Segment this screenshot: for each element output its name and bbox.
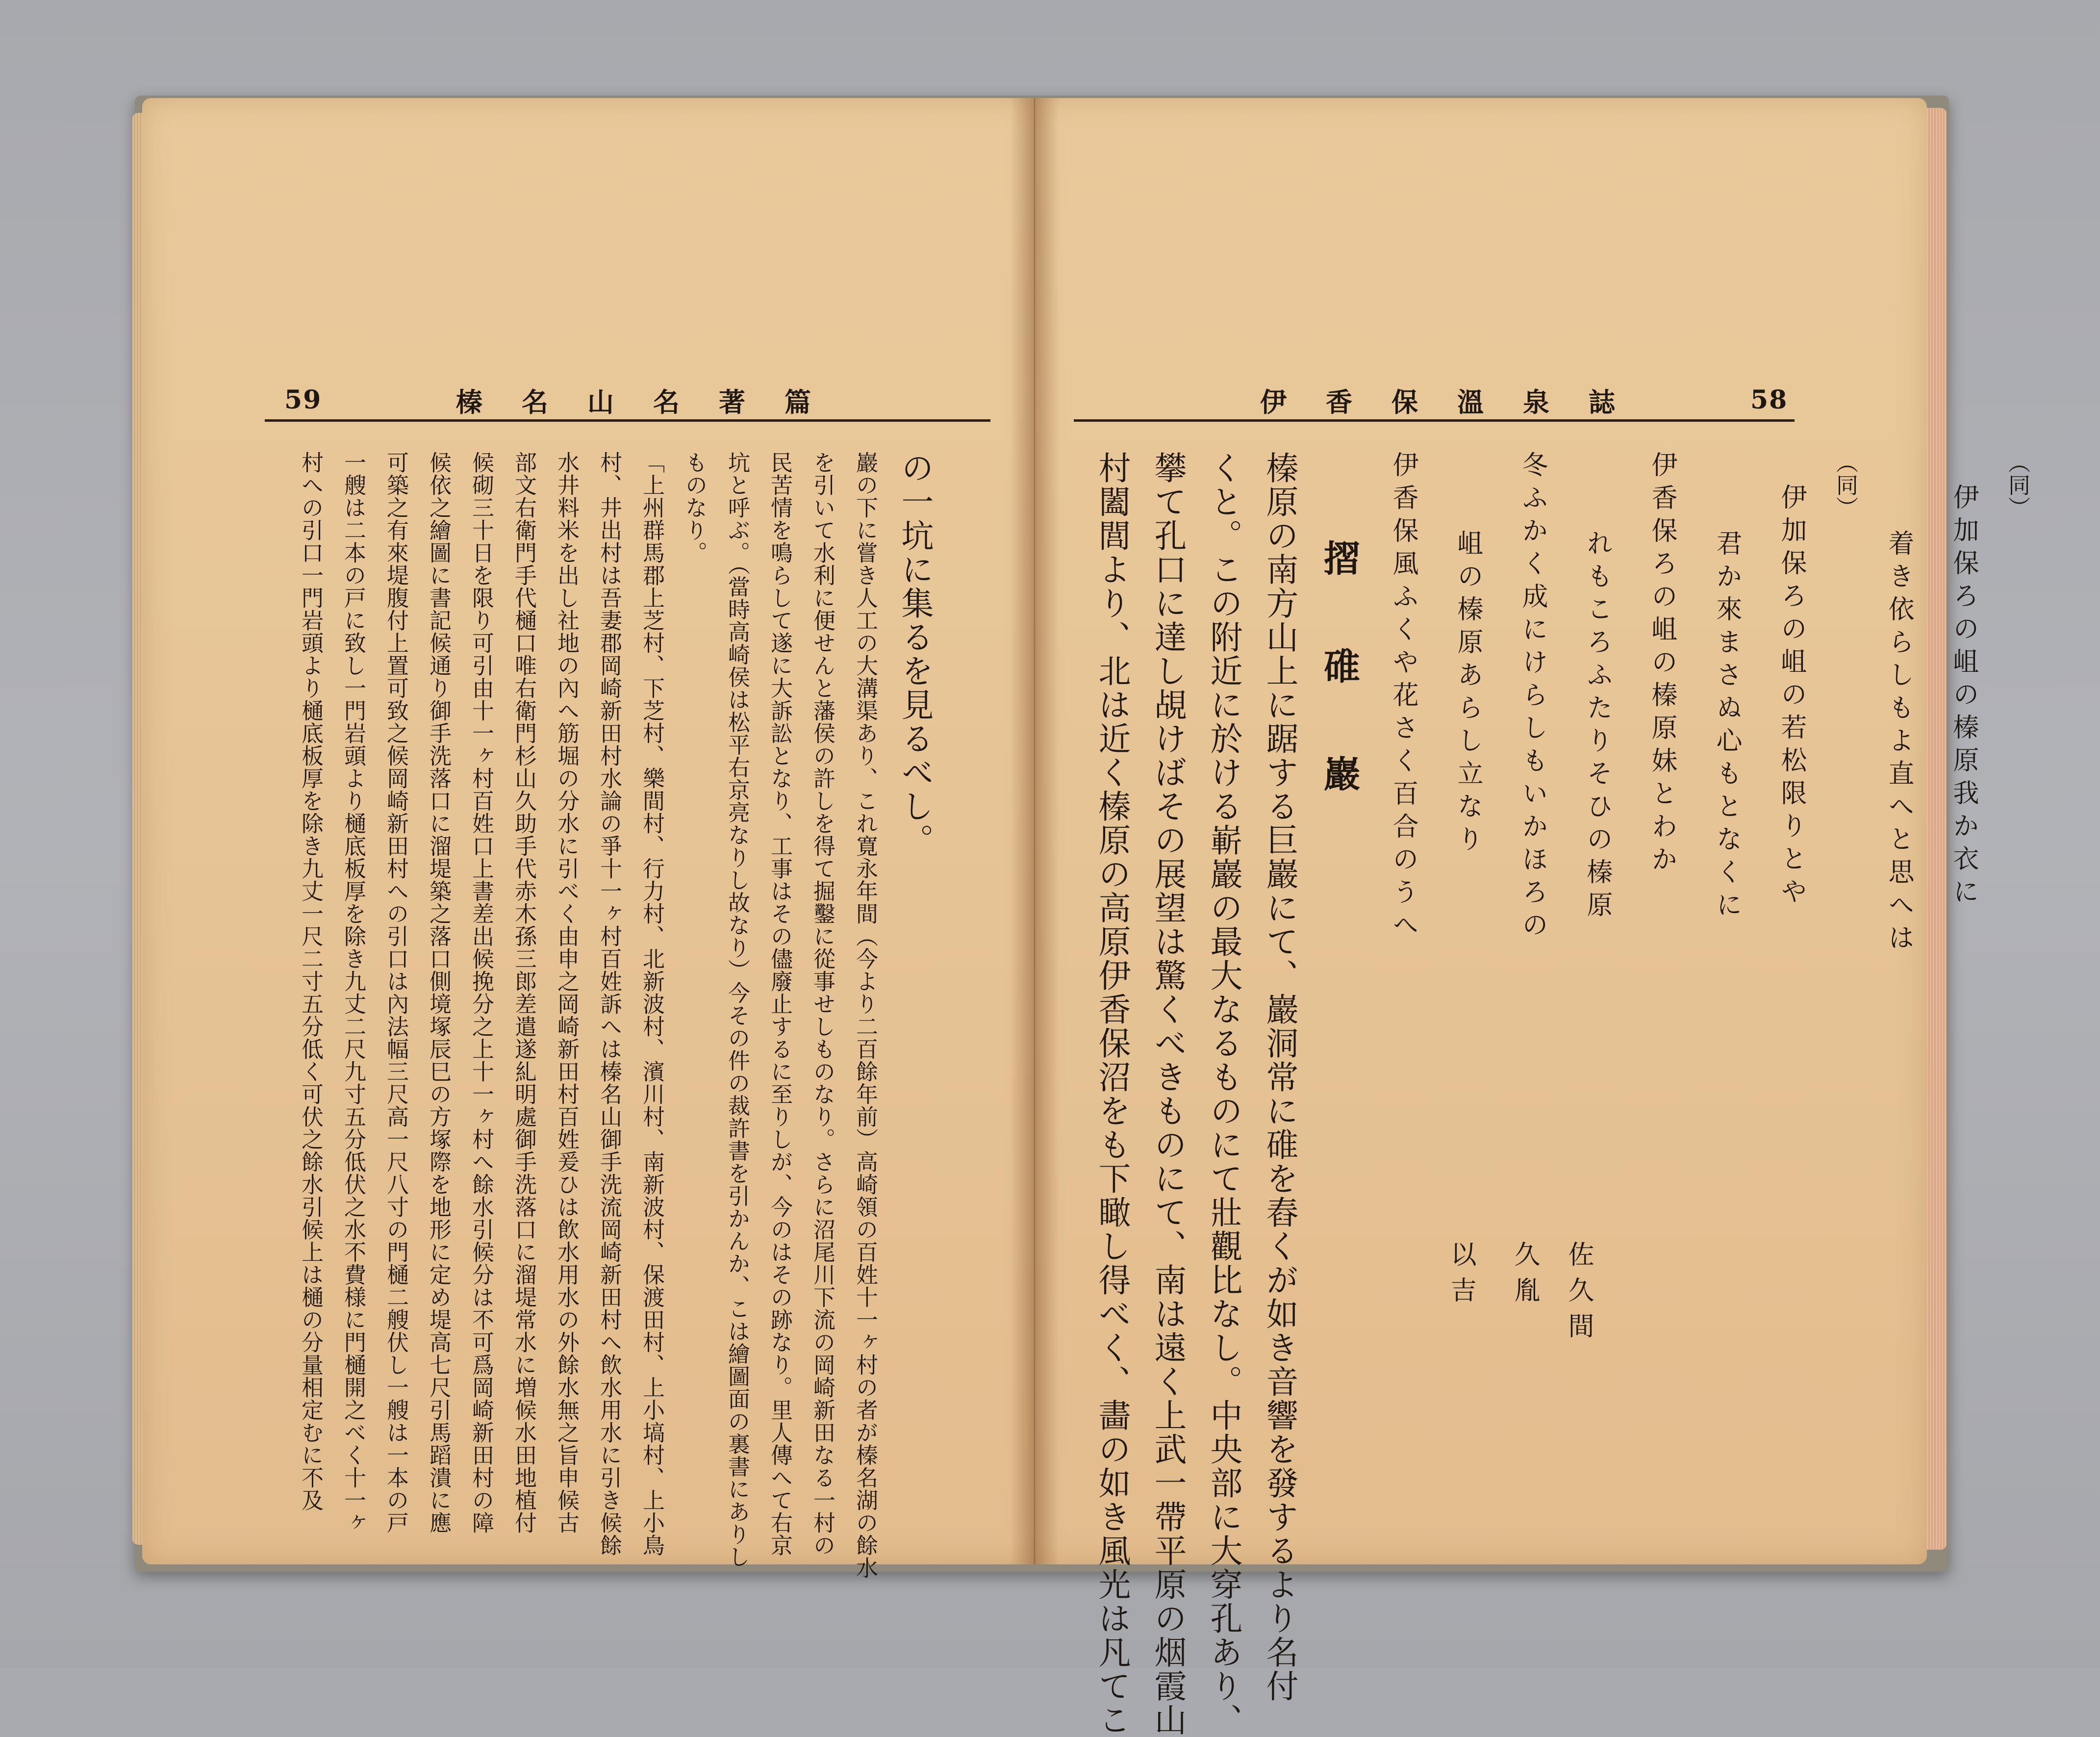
poem-label: （同） xyxy=(1832,451,1858,519)
text-column: 榛原の南方山上に踞する巨巖にて、巖洞常に碓を舂くが如き音響を發するより名付 xyxy=(1261,451,1298,1703)
author-1 xyxy=(1549,1241,1608,1437)
text-column: を引いて水利に便せんと藩侯の許しを得て掘鑿に從事せしものなり。さらに沼尾川下流の岡崎新田なる一村の xyxy=(810,451,835,1557)
text-column: 民苦情を鳴らして遂に大訴訟となり、工事はその儘廢止するに至りしが、今のはその跡なり。里人傳へて右京 xyxy=(767,451,793,1557)
page-number: 58 xyxy=(1750,385,1788,415)
text-column: 村闔閭より、北は近く榛原の高原伊香保沼をも下瞰し得べく、畵の如き風光は凡てこ xyxy=(1093,451,1131,1737)
poem-line: 着き依らしもよ直へと思へは xyxy=(1884,530,1914,957)
poem-line: 伊加保ろの岨の榛原我か衣に xyxy=(1949,484,1979,911)
text-column: 村、井出村は吾妻郡岡崎新田村水論の爭十一ヶ村百姓訴へは榛名山御手洗流岡崎新田村へ飲水用水に引き候餘 xyxy=(596,451,622,1557)
text-column: 「上州群馬郡上芝村、下芝村、樂間村、行力村、北新波村、濱川村、南新波村、保渡田村、上小塙村、上小鳥 xyxy=(639,451,665,1557)
text-column: 水井料米を出し社地の內へ筋堀の分水に引べく由申之岡崎新田村百姓爰ひは飲水用水の外餘水無之旨申候古 xyxy=(554,451,580,1534)
text-column: 候依之繪圖に書記候通り御手洗落口に溜堤築之落口側境塚辰巳の方塚際を地形に定め堤高七尺引馬蹈潰に應 xyxy=(426,451,452,1534)
right-page xyxy=(1035,98,2030,1737)
poem-line: 伊香保ろの岨の榛原妹とわか xyxy=(1647,451,1677,878)
poem-author: 佐久間 xyxy=(1564,1241,1594,1348)
left-page xyxy=(142,98,1035,1579)
text-column: 巖の下に嘗き人工の大溝渠あり、これ寛永年間（今より二百餘年前）高崎領の百姓十一ヶ村の者が榛名湖の餘水 xyxy=(852,451,878,1579)
poem-line: 君か來まさぬ心もとなくに xyxy=(1712,530,1742,924)
poem-author: 久胤 xyxy=(1510,1241,1540,1312)
poem-author: 以吉 xyxy=(1446,1241,1476,1312)
body-text xyxy=(289,451,942,1579)
running-title: 伊香保溫泉誌 xyxy=(1260,386,1654,418)
poem-line: 冬ふかく成にけらしもいかほろの xyxy=(1518,451,1548,944)
header-rule xyxy=(265,419,990,422)
poem-line: 伊香保風ふくや花さく百合のうへ xyxy=(1389,451,1418,944)
text-column: 部文右衛門手代樋口唯右衛門杉山久助手代赤木孫三郎差遣遂糺明處御手洗落口に溜堤常水に増候水田地植付 xyxy=(511,451,537,1534)
header-rule xyxy=(1074,419,1795,422)
author-2 xyxy=(1495,1241,1554,1437)
poem-label: （同） xyxy=(2004,451,2030,519)
poem-line: 伊加保ろの岨の若松限りとや xyxy=(1777,484,1807,911)
author-3 xyxy=(1432,1241,1491,1437)
running-title: 榛名山名著篇 xyxy=(456,386,850,418)
text-column: 攀て孔口に達し覘けばその展望は驚くべきものにて、南は遠く上武一帶平原の烟霞山 xyxy=(1149,451,1187,1737)
text-column: 村への引口一門岩頭より樋底板厚を除き九丈一尺二寸五分低く可伏之餘水引候上は樋の分量相定むに不及 xyxy=(298,451,324,1511)
text-column: くと。この附近に於ける嶄巖の最大なるものにて壯觀比なし。中央部に大穿孔あり、 xyxy=(1205,451,1242,1737)
text-column: 候砌三十日を限り可引由十一ヶ村百姓口上書差出候挽分之上十一ヶ村へ餘水引候分は不可爲岡崎新田村の障 xyxy=(468,451,494,1534)
page-number: 59 xyxy=(284,385,322,415)
section-heading: 摺 碓 巖 xyxy=(1318,539,1360,821)
text-column: 一艘は二本の戸に致し一門岩頭より樋底板厚を除き九丈二尺九寸五分低伏之水不費様に門樋開之べく十一ヶ xyxy=(340,451,366,1534)
text-column: 坑と呼ぶ。（當時高崎侯は松平右京亮なりし故なり）今その件の裁許書を引かんか、こは繪圖面の裏書にありし xyxy=(724,451,750,1568)
text-column: 可築之有來堤腹付上置可致之候岡崎新田村への引口は內法幅三尺高一尺八寸の門樋二艘伏し一艘は一本の戸 xyxy=(383,451,409,1534)
text-column: ものなり。 xyxy=(682,451,708,564)
poem-line: 岨の榛原あらし立なり xyxy=(1453,530,1483,858)
text-column: の一坑に集るを見るべし。 xyxy=(896,451,934,857)
book-gutter xyxy=(1010,98,1059,1564)
poem-line: れもころふたりそひの榛原 xyxy=(1583,530,1613,924)
